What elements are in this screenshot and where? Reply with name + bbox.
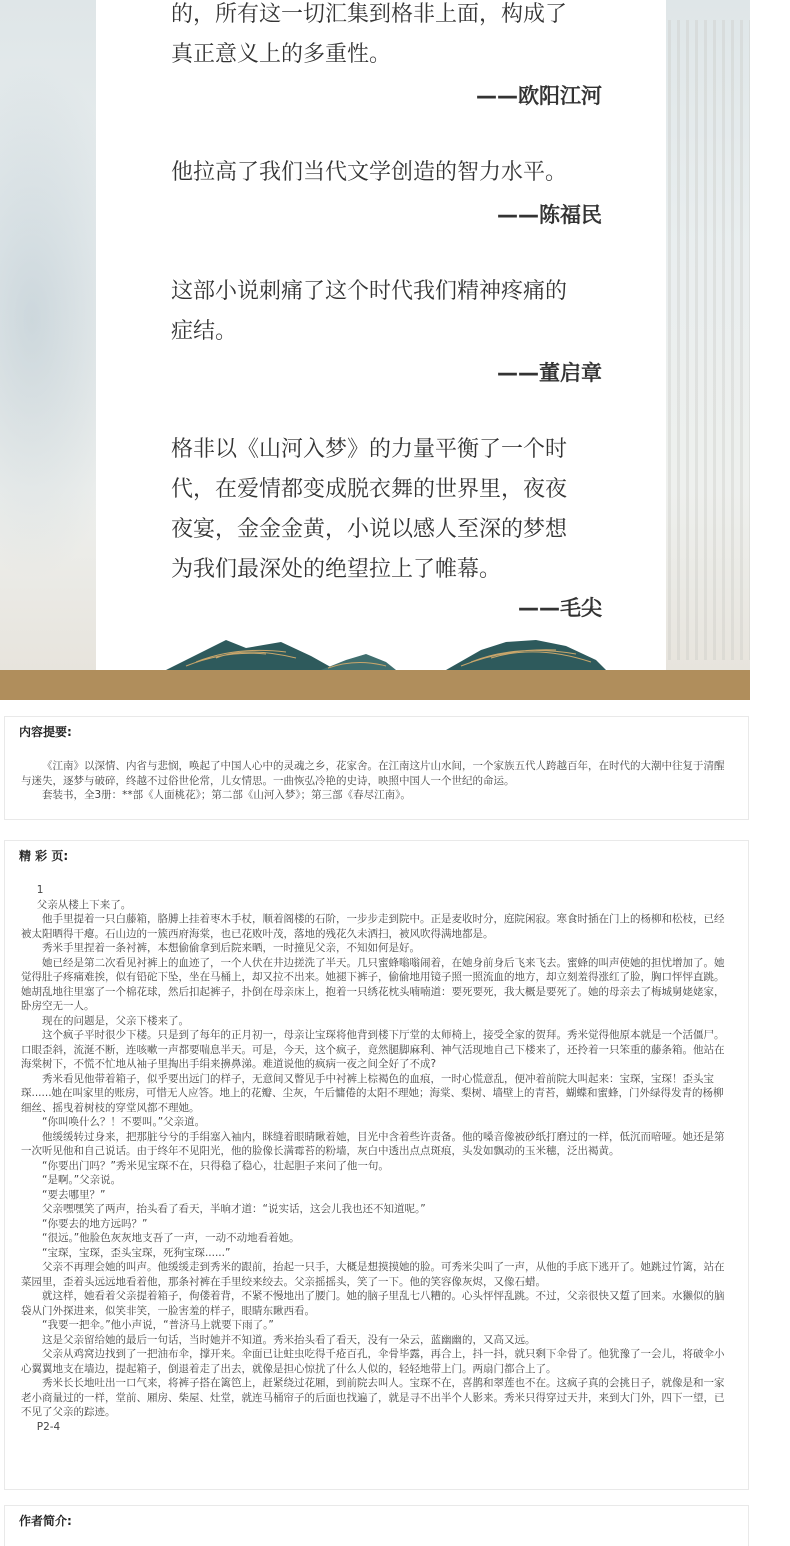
excerpt-paragraph: 这是父亲留给她的最后一句话，当时她并不知道。秀米抬头看了看天，没有一朵云，蓝幽幽的，又高又远。 bbox=[42, 1333, 536, 1346]
excerpt-section bbox=[4, 840, 749, 1490]
excerpt-paragraph: “你要出门吗？”秀米见宝琛不在，只得稳了稳心，壮起胆子来问了他一句。 bbox=[42, 1159, 389, 1172]
excerpt-paragraph: “你叫唤什么？！不要叫。”父亲道。 bbox=[42, 1116, 206, 1128]
excerpt-paragraph: 秀米长长地吐出一口气来，将裤子搭在篱笆上，赶紧绕过花厢，到前院去叫人。宝琛不在，喜鹊和翠莲也不在。这疯子真的会挑日子，就像是和一家老小商量过的一样，堂前、厢房、柴屋、灶堂，就连马桶帘子的后面也找遍了，就是寻不出半个人影来。秀米只得穿过天井，来到大门外，四下一望，已不见了父亲的踪迹。 bbox=[21, 1377, 725, 1418]
section-title: 精 彩 页: bbox=[19, 849, 69, 863]
excerpt-paragraph: 父亲不再理会她的叫声。他缓缓走到秀米的跟前，抬起一只手，大概是想摸摸她的脸。可秀米尖叫了一声，从他的手底下逃开了。她跳过竹篱，站在菜园里，歪着头远远地看着他，那条衬裤在手里绞来绞去。父亲摇摇头，笑了一下。他的笑容像灰烬，又像石蜡。 bbox=[21, 1261, 725, 1288]
excerpt-paragraph: “我要一把伞。”他小声说，“普济马上就要下雨了。” bbox=[42, 1319, 274, 1331]
excerpt-paragraph: 现在的问题是，父亲下楼来了。 bbox=[42, 1014, 189, 1027]
summary-paragraph: 《江南》以深情、内省与悲悯，唤起了中国人心中的灵魂之乡，花家舍。在江南这片山水间，一个家族五代人跨越百年，在时代的大潮中往复于清醒与迷失，逐梦与破碎，终越不过俗世伦常，儿女情思。一曲恢弘冷艳的史诗，映照中国人一个世纪的命运。 bbox=[21, 760, 725, 787]
excerpt-paragraph: “你要去的地方远吗？” bbox=[42, 1217, 148, 1230]
summary-paragraph: 套装书，全3册：**部《人面桃花》；第二部《山河入梦》；第三部《春尽江南》。 bbox=[42, 789, 411, 801]
excerpt-paragraph: 他手里提着一只白藤箱，胳膊上挂着枣木手杖，顺着阁楼的石阶，一步步走到院中。正是麦收时分，庭院闲寂。寒食时插在门上的杨柳和松枝，已经被太阳晒得干瘪。石山边的一簇西府海棠，也已花败叶茂，落地的残花久未洒扫，被风吹得满地都是。 bbox=[21, 913, 725, 940]
excerpt-paragraph: 父亲从楼上下来了。 bbox=[36, 898, 132, 911]
quote-text: 格非以《山河入梦》的力量平衡了一个时 代，在爱情都变成脱衣舞的世界里，夜夜 夜宴，金金金黄，小说以感人至深的梦想 为我们最深处的绝望拉上了帷幕。 bbox=[171, 437, 568, 582]
quote-text: 这部小说刺痛了这个时代我们精神疼痛的 症结。 bbox=[171, 279, 568, 344]
excerpt-body bbox=[21, 883, 734, 1434]
quote-author: ——欧阳江河 bbox=[476, 84, 602, 108]
excerpt-paragraph: 秀米看见他带着箱子，似乎要出远门的样子，无意间又瞥见手中衬裤上棕褐色的血痕，一时心慌意乱，便冲着前院大叫起来：宝琛，宝琛！歪头宝琛......她在叫家里的账房，可惜无人应答。地上的花瓣、尘灰，午后慵倦的太阳不理她；海棠、梨树、墙壁上的青苔，蝴蝶和蜜蜂，门外绿得发青的杨柳细丝、摇曳着树枝的穿堂风都不理她。 bbox=[21, 1072, 724, 1114]
section-title: 作者简介: bbox=[19, 1514, 72, 1528]
summary-body bbox=[21, 759, 734, 803]
excerpt-paragraph: 秀米手里捏着一条衬裤，本想偷偷拿到后院来晒，一时撞见父亲，不知如何是好。 bbox=[42, 942, 420, 954]
excerpt-paragraph: “很远。”他脸色灰灰地支吾了一声，一动不动地看着她。 bbox=[42, 1232, 300, 1244]
quote-author: ——毛尖 bbox=[518, 596, 602, 620]
excerpt-paragraph: 这个疯子平时很少下楼。只是到了每年的正月初一，母亲让宝琛将他背到楼下厅堂的太师椅上，接受全家的贺拜。秀米觉得他原本就是一个活僵尸。口眼歪斜，流涎不断，连咳嗽一声都要喘息半天。可是，今天，这个疯子，竟然腿脚麻利、神气活现地自己下楼来了，还拎着一只笨重的藤条箱。他站在海棠树下，不慌不忙地从袖子里掏出手绢来擤鼻涕。难道说他的疯病一夜之间全好了不成? bbox=[21, 1029, 725, 1070]
quote-text: 的，所有这一切汇集到格非上面，构成了 真正意义上的多重性。 bbox=[171, 2, 568, 67]
section-title: 内容提要: bbox=[19, 725, 72, 739]
quote-text: 他拉高了我们当代文学创造的智力水平。 bbox=[171, 160, 568, 185]
quote-author: ——陈福民 bbox=[497, 203, 602, 227]
mountain-illustration bbox=[96, 610, 666, 670]
excerpt-paragraph: 父亲从鸡窝边找到了一把油布伞，撑开来。伞面已让蛀虫吃得千疮百孔，伞骨毕露，再合上，抖一抖，就只剩下伞骨了。他犹豫了一会儿，将破伞小心翼翼地支在墙边，提起箱子，倒退着走了出去，就像是担心惊扰了什么人似的，轻轻地带上门。两扇门都合上了。 bbox=[21, 1348, 725, 1375]
quote-author: ——董启章 bbox=[497, 361, 602, 385]
promo-banner bbox=[0, 0, 750, 700]
excerpt-paragraph: 1 bbox=[36, 884, 44, 896]
banner-ground-strip bbox=[0, 670, 750, 700]
quote-card bbox=[96, 0, 666, 670]
excerpt-paragraph: 他缓缓转过身来，把那脏兮兮的手绢塞入袖内，眯缝着眼睛瞅着她，目光中含着些许责备。他的嗓音像被砂纸打磨过的一样，低沉而喑哑。她还是第一次听见他和自己说话。由于终年不见阳光，他的脸像长满霉苔的粉墙，灰白中透出点点斑痕，头发如飘动的玉米穗，泛出褐黄。 bbox=[21, 1130, 725, 1157]
excerpt-paragraph: 父亲嘿嘿笑了两声，抬头看了看天，半晌才道：“说实话，这会儿我也还不知道呢。” bbox=[42, 1203, 426, 1215]
excerpt-paragraph: “宝琛，宝琛，歪头宝琛，死狗宝琛......” bbox=[42, 1246, 231, 1259]
excerpt-paragraph: “要去哪里？” bbox=[42, 1188, 106, 1201]
author-section bbox=[4, 1505, 749, 1546]
summary-section bbox=[4, 716, 749, 820]
excerpt-paragraph: 她已经是第二次看见衬裤上的血迹了，一个人伏在井边搓洗了半天。几只蜜蜂嗡嗡闹着，在她身前身后飞来飞去。蜜蜂的叫声使她的担忧增加了。她觉得肚子疼痛难挨，似有铅砣下坠，坐在马桶上，却又拉不出来。她褪下裤子，偷偷地用镜子照一照流血的地方，却立刻羞得涨红了脸，胸口怦怦直跳。她胡乱地往里塞了一个棉花球，然后扣起裤子，扑倒在母亲床上，抱着一只绣花枕头喃喃道：要死要死，我大概是要死了。她的母亲去了梅城舅姥姥家，卧房空无一人。 bbox=[21, 956, 725, 1012]
page-reference: P2-4 bbox=[36, 1420, 61, 1433]
excerpt-paragraph: 就这样，她看着父亲提着箱子，佝偻着背，不紧不慢地出了腰门。她的脑子里乱七八糟的。心头怦怦乱跳。不过，父亲很快又踅了回来。水獭似的脑袋从门外探进来，似笑非笑，一脸害羞的样子，眼睛东瞅西看。 bbox=[21, 1290, 725, 1317]
excerpt-paragraph: “是啊。”父亲说。 bbox=[42, 1174, 122, 1186]
